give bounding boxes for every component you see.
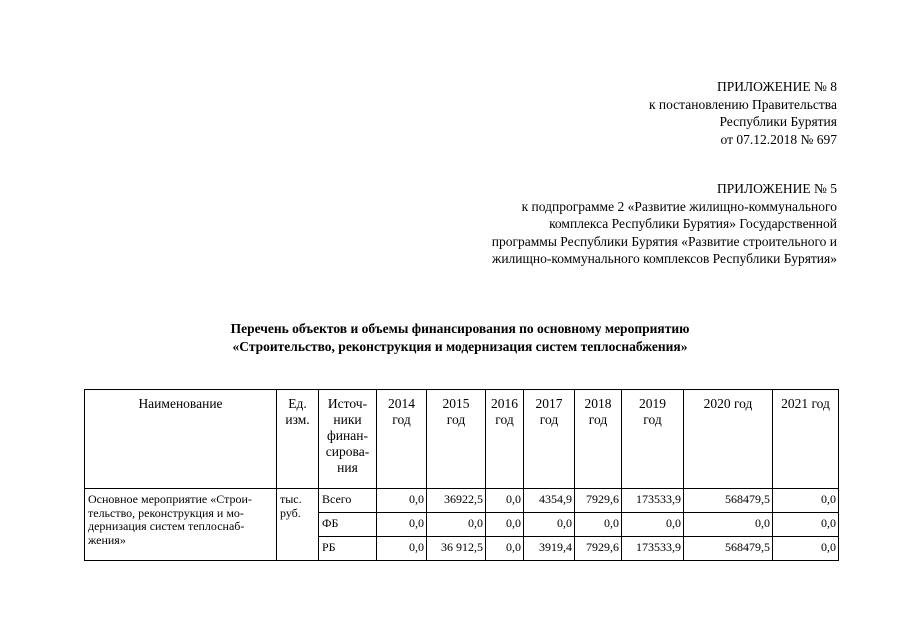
value-2019: 0,0	[622, 513, 684, 537]
value-2017: 4354,9	[524, 489, 575, 513]
value-2018: 0,0	[575, 513, 622, 537]
source-cell: Всего	[319, 489, 377, 513]
title-line-1: Перечень объектов и объемы финансирования по основному мероприятию	[230, 321, 690, 336]
value-2015: 0,0	[427, 513, 486, 537]
source-cell: ФБ	[319, 513, 377, 537]
appendix-5-number: ПРИЛОЖЕНИЕ № 5	[716, 181, 837, 196]
value-2021: 0,0	[773, 537, 839, 561]
item-unit: тыс. руб.	[277, 489, 319, 561]
value-2015: 36922,5	[427, 489, 486, 513]
document-title	[0, 320, 905, 356]
value-2018: 7929,6	[575, 537, 622, 561]
value-2020: 568479,5	[684, 489, 773, 513]
table-header-row	[85, 390, 839, 489]
header-name: Наименование	[85, 390, 277, 489]
appendix-8-ref: к постановлению Правительства	[648, 96, 837, 112]
appendix-8-header	[649, 78, 837, 148]
header-2017: 2017 год	[524, 390, 575, 489]
value-2021: 0,0	[773, 513, 839, 537]
value-2014: 0,0	[377, 513, 427, 537]
table-row	[85, 489, 839, 513]
appendix-8-date: от 07.12.2018 № 697	[720, 131, 837, 147]
appendix-5-line-3: комплекса Республики Бурятия» Государственной	[549, 216, 837, 231]
value-2020: 568479,5	[684, 537, 773, 561]
header-2020: 2020 год	[684, 390, 773, 489]
value-2017: 0,0	[524, 513, 575, 537]
value-2014: 0,0	[377, 537, 427, 561]
value-2016: 0,0	[486, 537, 524, 561]
appendix-5-header	[492, 180, 837, 268]
financing-table	[84, 389, 839, 561]
value-2014: 0,0	[377, 489, 427, 513]
value-2021: 0,0	[773, 489, 839, 513]
header-2019: 2019 год	[622, 390, 684, 489]
header-unit: Ед. изм.	[277, 390, 319, 489]
appendix-5-line-2: к подпрограмме 2 «Развитие жилищно-коммунального	[521, 198, 837, 214]
header-source: Источ- ники финан- сирова- ния	[319, 390, 377, 489]
header-2018: 2018 год	[575, 390, 622, 489]
title-line-2: «Строительство, реконструкция и модернизация систем теплоснабжения»	[232, 339, 688, 354]
source-cell: РБ	[319, 537, 377, 561]
value-2017: 3919,4	[524, 537, 575, 561]
appendix-8-number: ПРИЛОЖЕНИЕ № 8	[716, 79, 837, 94]
value-2016: 0,0	[486, 513, 524, 537]
header-2016: 2016 год	[486, 390, 524, 489]
appendix-5-line-5: жилищно-коммунального комплексов Республики Бурятия»	[492, 251, 837, 266]
value-2018: 7929,6	[575, 489, 622, 513]
value-2020: 0,0	[684, 513, 773, 537]
value-2016: 0,0	[486, 489, 524, 513]
value-2015: 36 912,5	[427, 537, 486, 561]
header-2021: 2021 год	[773, 390, 839, 489]
header-2015: 2015 год	[427, 390, 486, 489]
value-2019: 173533,9	[622, 537, 684, 561]
appendix-5-line-4: программы Республики Бурятия «Развитие строительного и	[491, 233, 837, 249]
header-2014: 2014 год	[377, 390, 427, 489]
value-2019: 173533,9	[622, 489, 684, 513]
item-name: Основное мероприятие «Строи- тельство, реконструкция и мо- дернизация систем теплоснаб- жения»	[85, 489, 277, 561]
appendix-8-gov: Республики Бурятия	[719, 114, 837, 129]
